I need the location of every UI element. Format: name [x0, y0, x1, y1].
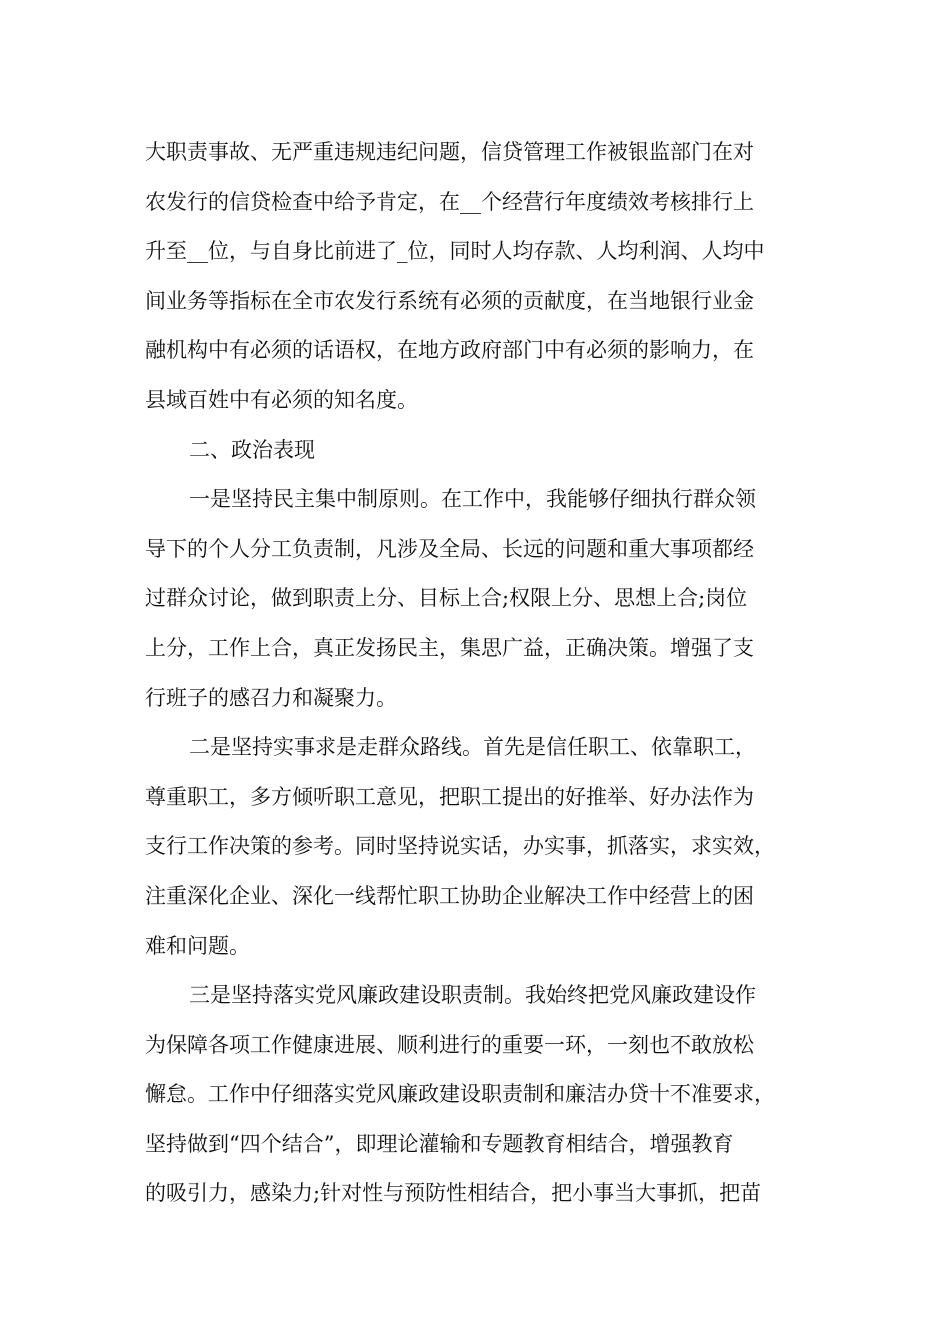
text-line: 三是坚持落实党风廉政建设职责制。我始终把党风廉政建设作	[189, 983, 756, 1008]
text-line: 融机构中有必须的话语权，在地方政府部门中有必须的影响力，在	[145, 338, 754, 363]
text-line: 尊重职工，多方倾听职工意见，把职工提出的好推举、好办法作为	[145, 784, 754, 809]
text-line: 支行工作决策的参考。同时坚持说实话，办实事，抓落实，求实效，	[145, 834, 775, 859]
text-line: 大职责事故、无严重违规违纪问题，信贷管理工作被银监部门在对	[145, 140, 754, 164]
text-line: 县域百姓中有必须的知名度。	[145, 387, 418, 412]
text-line: 难和问题。	[145, 933, 250, 958]
text-line: 坚持做到“四个结合”，即理论灌输和专题教育相结合，增强教育	[145, 1131, 734, 1156]
text-line: 的吸引力，感染力;针对性与预防性相结合，把小事当大事抓，把苗	[145, 1181, 762, 1206]
text-line: 升至__位，与自身比前进了_位，同时人均存款、人均利润、人均中	[145, 239, 765, 264]
text-line: 过群众讨论，做到职责上分、目标上合;权限上分、思想上合;岗位	[145, 586, 748, 611]
text-line: 行班子的感召力和凝聚力。	[145, 685, 397, 710]
text-line: 注重深化企业、深化一线帮忙职工协助企业解决工作中经营上的困	[145, 883, 754, 908]
section-heading: 二、政治表现	[189, 437, 315, 462]
text-line: 二是坚持实事求是走群众路线。首先是信任职工、依靠职工，	[189, 735, 756, 760]
text-line: 农发行的信贷检查中给予肯定，在__个经营行年度绩效考核排行上	[145, 189, 754, 214]
document-body	[145, 128, 825, 1219]
text-line: 间业务等指标在全市农发行系统有必须的贡献度，在当地银行业金	[145, 288, 754, 313]
text-line: 导下的个人分工负责制，凡涉及全局、长远的问题和重大事项都经	[145, 536, 754, 561]
text-line: 上分，工作上合，真正发扬民主，集思广益，正确决策。增强了支	[145, 635, 754, 660]
text-line: 一是坚持民主集中制原则。在工作中，我能够仔细执行群众领	[189, 487, 756, 512]
text-line: 为保障各项工作健康进展、顺利进行的重要一环，一刻也不敢放松	[145, 1032, 754, 1057]
text-line: 懈怠。工作中仔细落实党风廉政建设职责制和廉洁办贷十不准要求，	[145, 1082, 775, 1107]
